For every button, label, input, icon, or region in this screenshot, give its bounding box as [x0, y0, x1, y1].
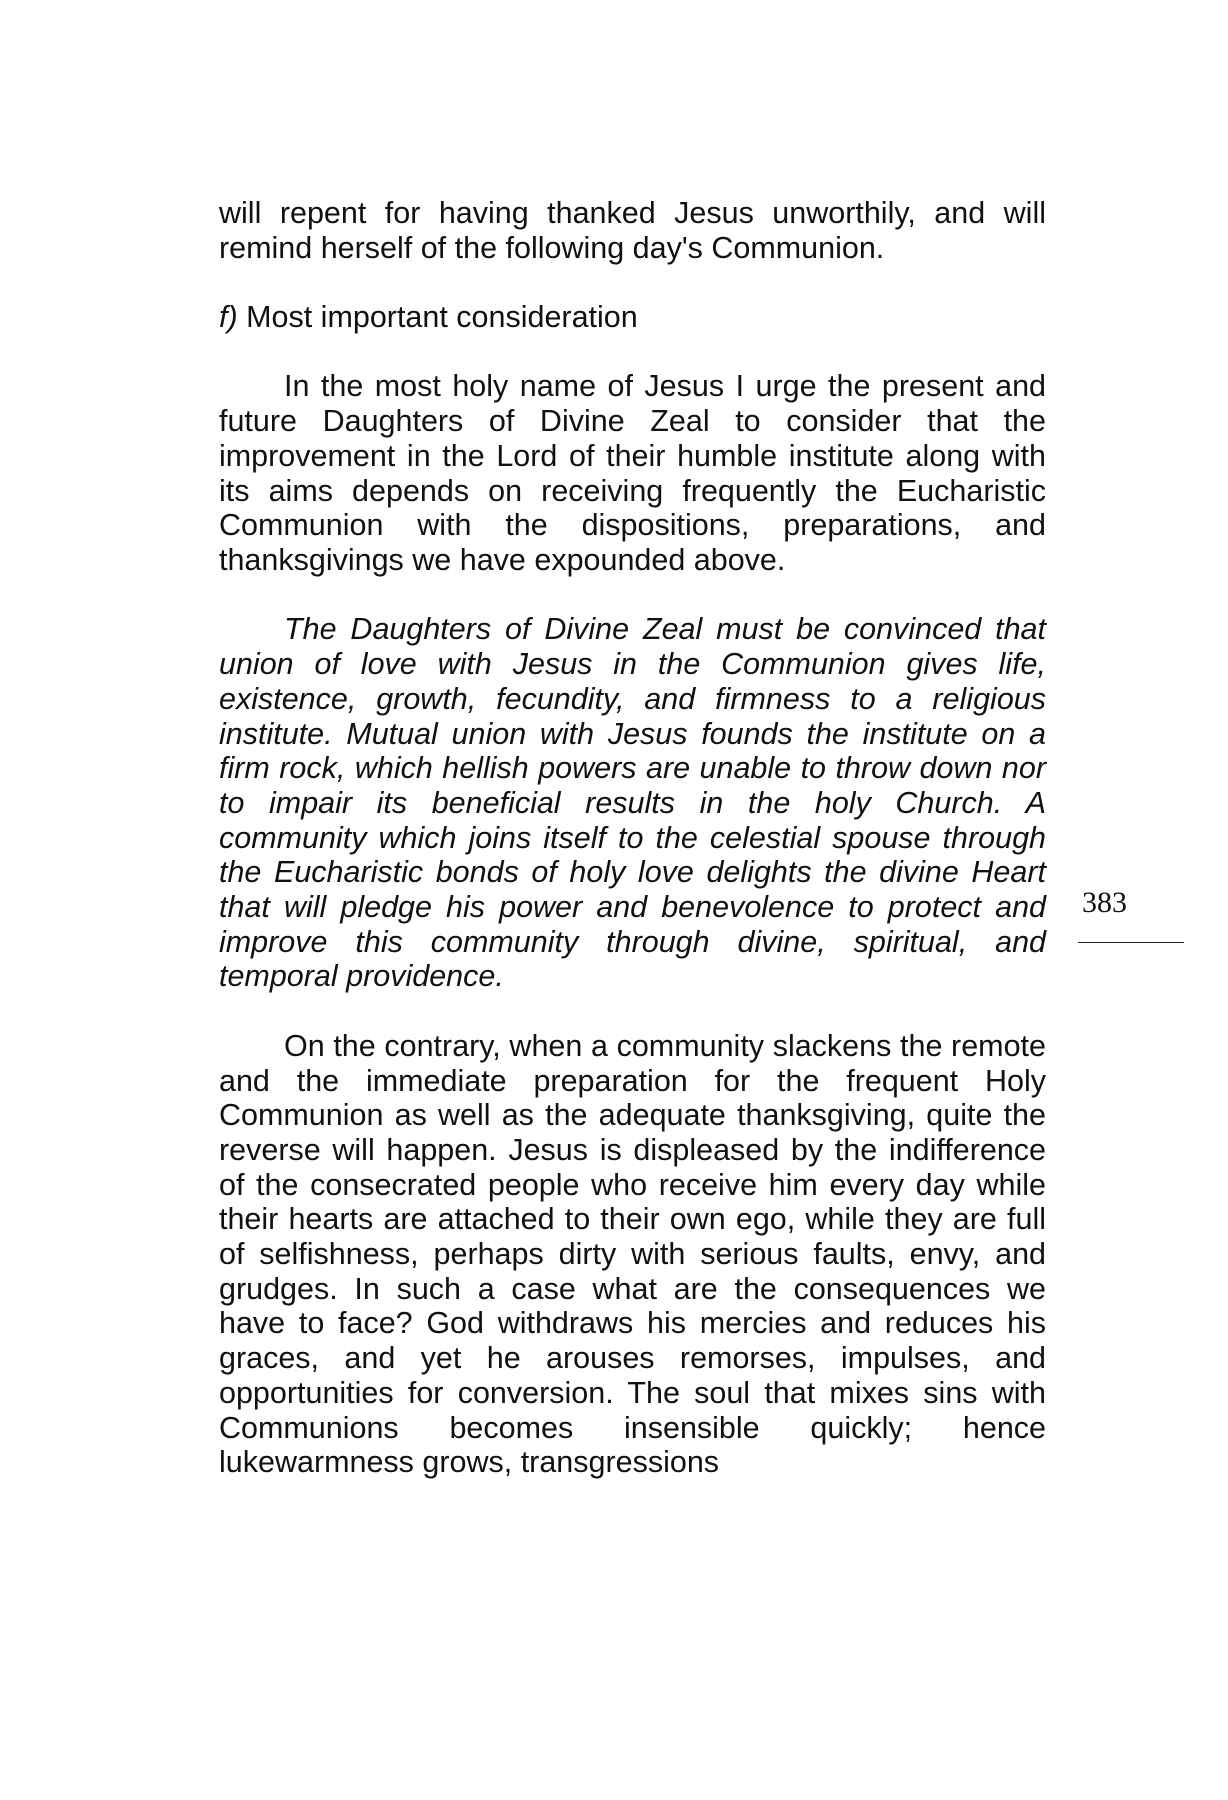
paragraph-italic-union: The Daughters of Divine Zeal must be convinced that union of love with Jesus in the Communion gives life, existence, growth, fecundity, and firmness to a religious institute. Mutual union with Jesus founds the institute on a firm rock, which hellish powers are unable to throw down nor to impair its beneficial results in the holy Church. A community which joins itself to the celestial spouse through the Eucharistic bonds of holy love delights the divine Heart that will pledge his power and benevolence to protect and improve this community through divine, spiritual, and temporal providence. — [219, 612, 1046, 994]
paragraph-contrary: On the contrary, when a community slackens the remote and the immediate preparation for the frequent Holy Communion as well as the adequate thanksgiving, quite the reverse will happen. Jesus is displeased by the indifference of the consecrated people who receive him every day while their hearts are attached to their own ego, while they are full of selfishness, perhaps dirty with serious faults, envy, and grudges. In such a case what are the consequences we have to face? God withdraws his mercies and reduces his graces, and yet he arouses remorses, impulses, and opportunities for conversion. The soul that mixes sins with Communions becomes insensible quickly; hence lukewarmness grows, transgressions — [219, 1028, 1046, 1480]
section-heading-text: Most important consideration — [237, 300, 638, 335]
paragraph-urge: In the most holy name of Jesus I urge the present and future Daughters of Divine Zeal to consider that the improvement in the Lord of their humble institute along with its aims depends on receiving frequently the Eucharistic Communion with the dispositions, preparations, and thanksgivings we have expounded above. — [219, 369, 1046, 577]
page-number-rule — [1078, 942, 1184, 943]
page-number: 383 — [1082, 886, 1127, 919]
section-heading — [219, 300, 1046, 335]
paragraph-continuation: will repent for having thanked Jesus unworthily, and will remind herself of the following day's Communion. — [219, 196, 1046, 265]
body-text — [219, 196, 1046, 1480]
section-heading-marker: f) — [219, 300, 238, 335]
